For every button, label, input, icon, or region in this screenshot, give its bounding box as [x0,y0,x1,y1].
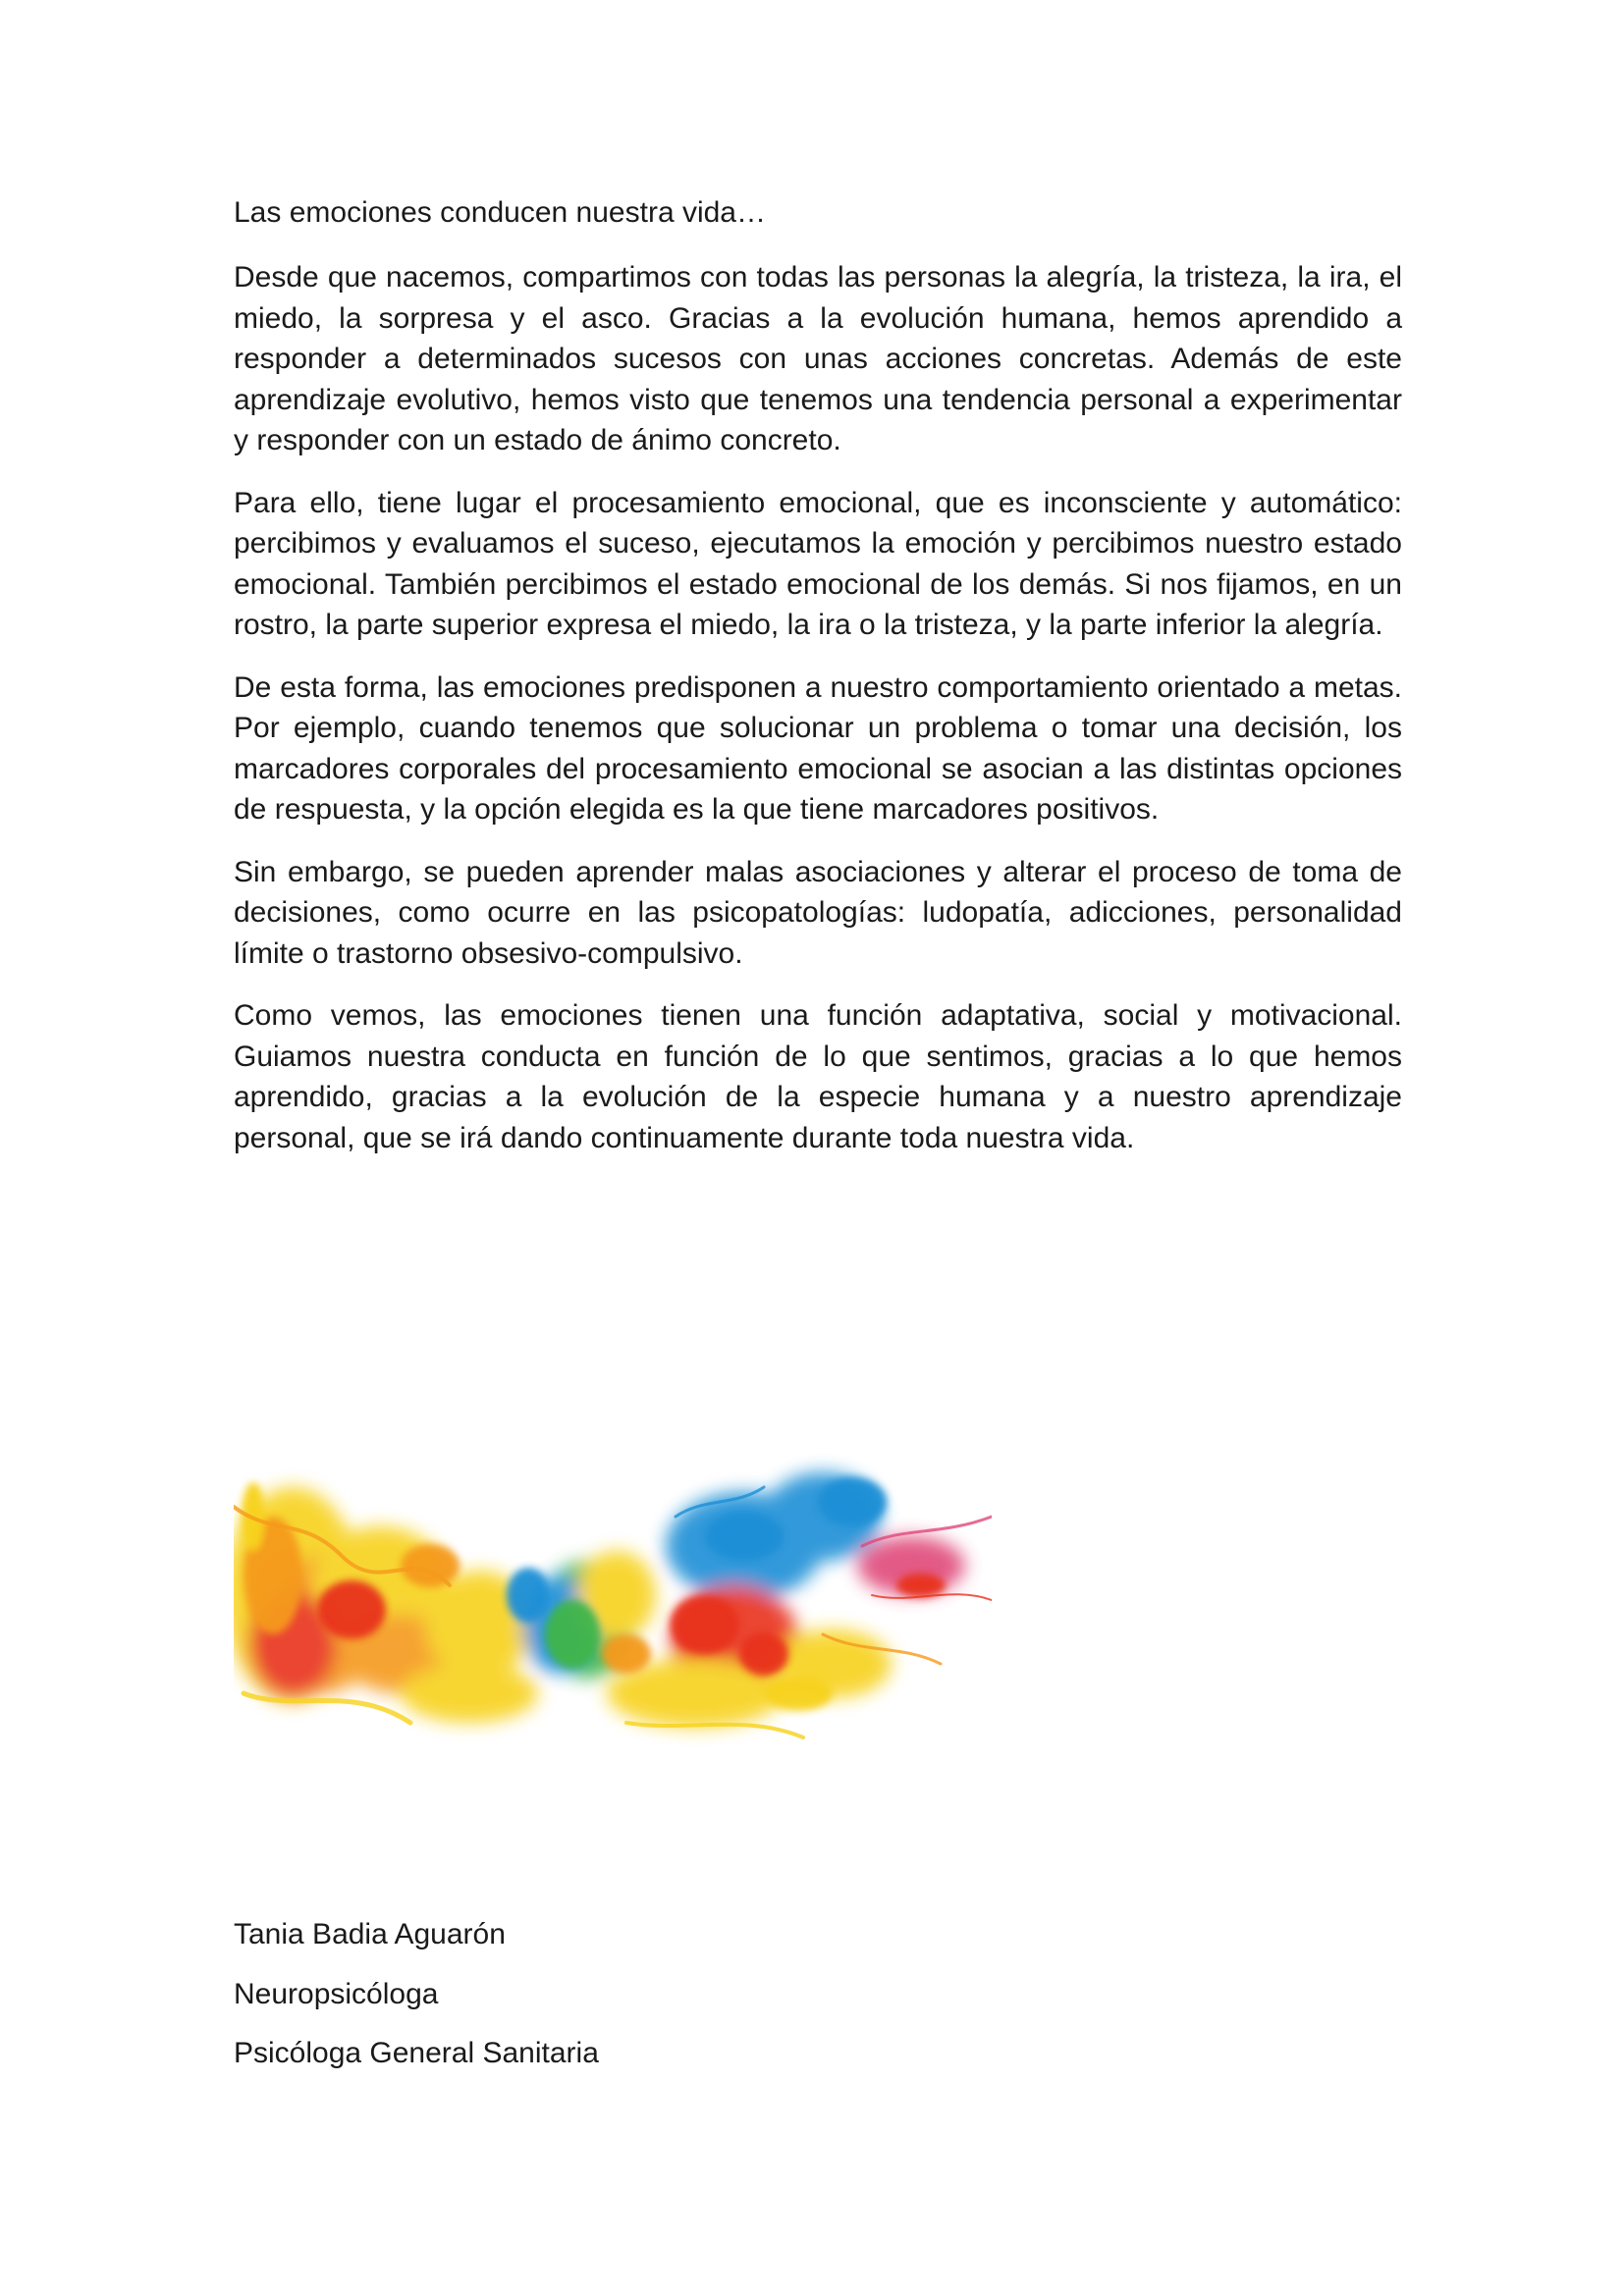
paragraph-1: Desde que nacemos, compartimos con todas las personas la alegría, la tristeza, la ira, el miedo, la sorpresa y el asco. Gracias a la evolución humana, hemos aprendido a responder a determinados sucesos con unas acciones concretas. Además de este aprendizaje evolutivo, hemos visto que tenemos una tendencia personal a experimentar y responder con un estado de ánimo concreto. [234,261,1402,456]
paragraph-4: Sin embargo, se pueden aprender malas asociaciones y alterar el proceso de toma de decisiones, como ocurre en las psicopatologías: ludopatía, adicciones, personalidad límite o trastorno obsesivo-compulsivo. [234,855,1402,970]
paragraph-5: Como vemos, las emociones tienen una función adaptativa, social y motivacional. Guiamos nuestra conducta en función de lo que sentimos, gracias a lo que hemos aprendido, gracias a la evolución de la especie humana y a nuestro aprendizaje personal, que se irá dando continuamente durante toda nuestra vida. [234,999,1402,1154]
signature-role: Psicóloga General Sanitaria [234,2037,599,2069]
paragraph-3: De esta forma, las emociones predisponen a nuestro comportamiento orientado a metas. Por ejemplo, cuando tenemos que solucionar un problema o tomar una decisión, los marcadores corporales del procesamiento emocional se asocian a las distintas opciones de respuesta, y la opción elegida es la que tiene marcadores positivos. [234,670,1402,826]
signature-block [234,1914,599,2093]
body-text [234,257,1402,1158]
signature-title: Neuropsicóloga [234,1977,439,2010]
intro-heading: Las emociones conducen nuestra vida… [234,196,766,229]
colored-ink-clouds-image [234,1399,992,1777]
paragraph-2: Para ello, tiene lugar el procesamiento emocional, que es inconsciente y automático: percibimos y evaluamos el suceso, ejecutamos la emoción y percibimos nuestro estado emocional. También percibimos el estado emocional de los demás. Si nos fijamos, en un rostro, la parte superior expresa el miedo, la ira o la tristeza, y la parte inferior la alegría. [234,486,1402,641]
signature-name: Tania Badia Aguarón [234,1918,506,1950]
